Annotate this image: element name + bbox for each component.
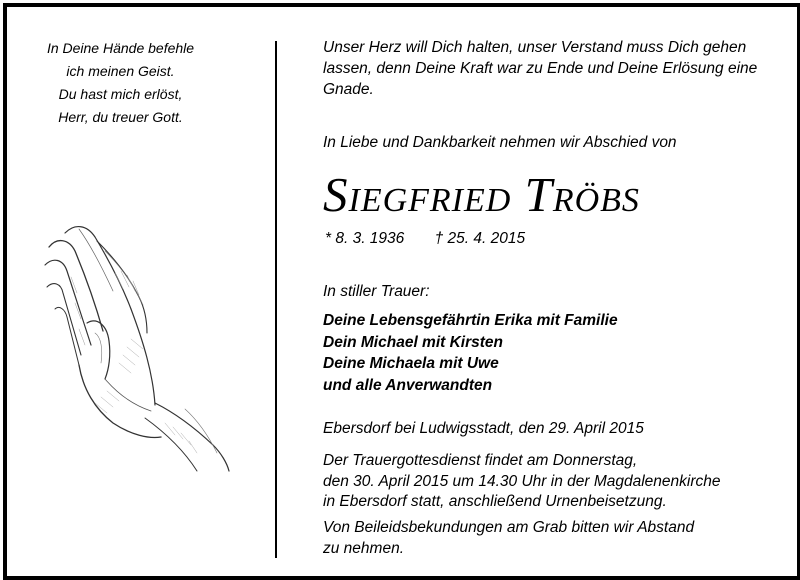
service-line: in Ebersdorf statt, anschließend Urnenbeisetzung. (323, 493, 667, 510)
mourner-entry: Dein Michael mit Kirsten (323, 333, 504, 351)
place-and-date: Ebersdorf bei Ludwigsstadt, den 29. April 2015 (323, 420, 644, 437)
praying-hands-icon (35, 213, 231, 473)
mourners-title: In stiller Trauer: (323, 283, 430, 300)
service-line: Der Trauergottesdienst findet am Donnerstag, (323, 452, 638, 469)
deceased-name: Siegfried Tröbs (323, 167, 640, 222)
request-line: zu nehmen. (323, 539, 404, 557)
birth-date: * 8. 3. 1936 (325, 230, 405, 247)
death-date: † 25. 4. 2015 (434, 230, 526, 247)
bible-verse (7, 37, 234, 129)
mourners-list (323, 310, 618, 396)
obituary-notice (3, 3, 800, 580)
condolence-request (323, 518, 783, 559)
verse-line: In Deine Hände befehle (46, 40, 195, 56)
life-dates (325, 228, 525, 249)
motto-text: Unser Herz will Dich halten, unser Verstand muss Dich gehen lassen, denn Deine Kraft war zu Ende und Deine Erlösung eine Gnade. (323, 39, 758, 98)
farewell-line: In Liebe und Dankbarkeit nehmen wir Abschied von (323, 134, 677, 151)
service-info (323, 451, 783, 513)
verse-line: Du hast mich erlöst, (58, 86, 183, 102)
verse-line: ich meinen Geist. (66, 63, 175, 79)
mourner-entry: und alle Anverwandten (323, 376, 493, 394)
column-divider (275, 41, 277, 558)
service-line: den 30. April 2015 um 14.30 Uhr in der Magdalenenkirche (323, 472, 721, 490)
mourner-entry: Deine Lebensgefährtin Erika mit Familie (323, 312, 618, 329)
request-line: Von Beileidsbekundungen am Grab bitten wir Abstand (323, 519, 695, 536)
mourner-entry: Deine Michaela mit Uwe (323, 355, 499, 372)
verse-line: Herr, du treuer Gott. (58, 109, 183, 125)
